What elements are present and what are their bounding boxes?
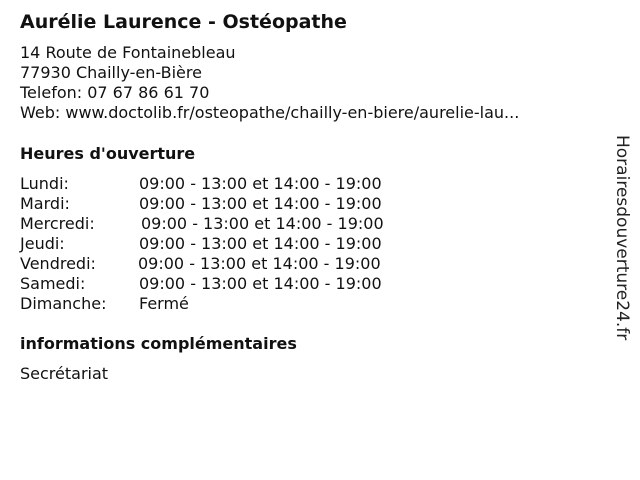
day-label: Mardi: xyxy=(20,194,70,213)
time-value: 09:00 - 13:00 et 14:00 - 19:00 xyxy=(139,274,382,293)
street-address: 14 Route de Fontainebleau xyxy=(20,43,236,62)
time-value: 09:00 - 13:00 et 14:00 - 19:00 xyxy=(141,214,384,233)
day-label: Mercredi: xyxy=(20,214,95,233)
phone-number[interactable]: Telefon: 07 67 86 61 70 xyxy=(20,83,210,102)
time-value: 09:00 - 13:00 et 14:00 - 19:00 xyxy=(138,254,381,273)
day-label: Jeudi: xyxy=(20,234,65,253)
time-value: 09:00 - 13:00 et 14:00 - 19:00 xyxy=(139,194,382,213)
day-label: Vendredi: xyxy=(20,254,96,273)
info-heading: informations complémentaires xyxy=(20,334,297,353)
business-name: Aurélie Laurence - Ostéopathe xyxy=(20,11,347,33)
website-link[interactable]: Web: www.doctolib.fr/osteopathe/chailly-en-biere/aurelie-lau... xyxy=(20,103,520,122)
day-label: Dimanche: xyxy=(20,294,107,313)
day-label: Lundi: xyxy=(20,174,69,193)
city-address: 77930 Chailly-en-Bière xyxy=(20,63,202,82)
contact-block xyxy=(20,43,519,123)
time-value: Fermé xyxy=(139,294,189,313)
day-label: Samedi: xyxy=(20,274,86,293)
hours-heading: Heures d'ouverture xyxy=(20,144,196,163)
watermark xyxy=(612,135,634,375)
watermark-text: Horairesdouverture24.fr xyxy=(612,135,632,341)
time-value: 09:00 - 13:00 et 14:00 - 19:00 xyxy=(139,234,382,253)
info-text: Secrétariat xyxy=(20,364,109,383)
time-value: 09:00 - 13:00 et 14:00 - 19:00 xyxy=(139,174,382,193)
